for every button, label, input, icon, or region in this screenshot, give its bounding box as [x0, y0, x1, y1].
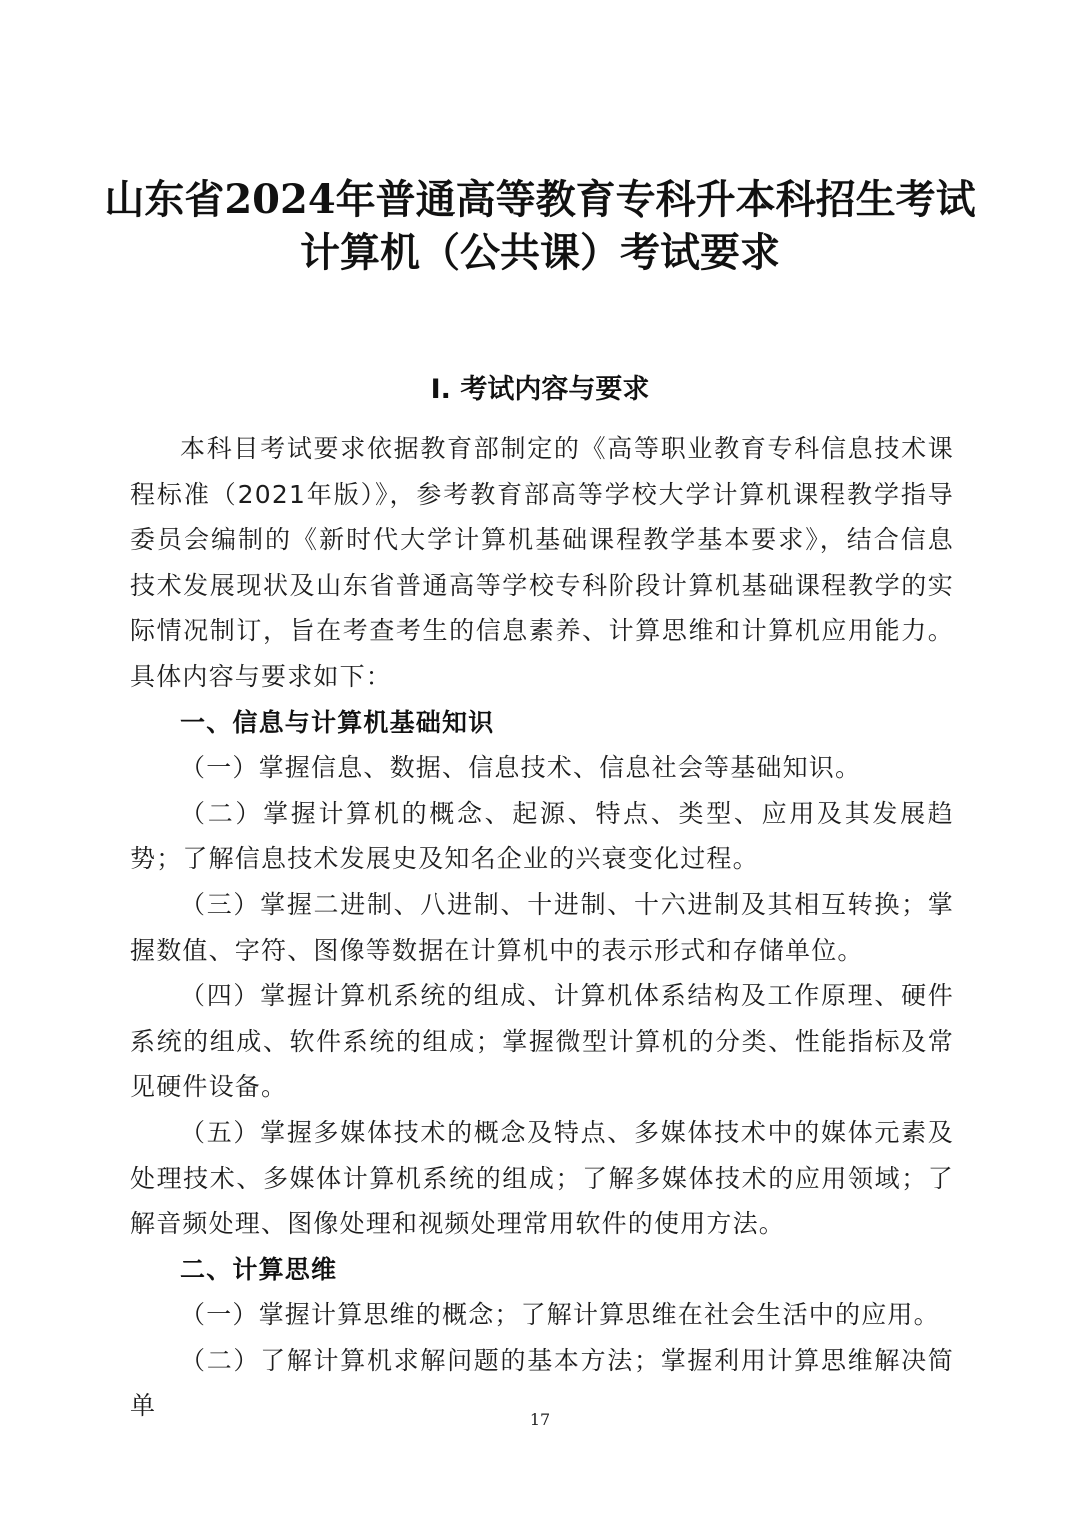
document-body: [130, 426, 954, 1429]
intro-paragraph: 本科目考试要求依据教育部制定的《高等职业教育专科信息技术课程标准（2021年版）》，参考教育部高等学校大学计算机课程教学指导委员会编制的《新时代大学计算机基础课程教学基本要求》，结合信息技术发展现状及山东省普通高等学校专科阶段计算机基础课程教学的实际情况制订，旨在考查考生的信息素养、计算思维和计算机应用能力。具体内容与要求如下：: [130, 434, 954, 691]
page-number: 17: [529, 1410, 551, 1429]
part-1-item-5: （五）掌握多媒体技术的概念及特点、多媒体技术中的媒体元素及处理技术、多媒体计算机系统的组成；了解多媒体技术的应用领域；了解音频处理、图像处理和视频处理常用软件的使用方法。: [130, 1117, 954, 1239]
part-1-item-4: （四）掌握计算机系统的组成、计算机体系结构及工作原理、硬件系统的组成、软件系统的组成；掌握微型计算机的分类、性能指标及常见硬件设备。: [130, 981, 954, 1102]
section-heading: Ⅰ. 考试内容与要求: [430, 374, 650, 405]
document-title-line-2: 计算机（公共课）考试要求: [300, 229, 780, 276]
part-2-heading: 二、计算思维: [180, 1254, 338, 1284]
document-title-line-1: 山东省2024年普通高等教育专科升本科招生考试: [104, 176, 976, 223]
part-1-heading: 一、信息与计算机基础知识: [180, 707, 495, 737]
part-1-item-3: （三）掌握二进制、八进制、十进制、十六进制及其相互转换；掌握数值、字符、图像等数据在计算机中的表示形式和存储单位。: [130, 889, 954, 965]
part-1-item-2: （二）掌握计算机的概念、起源、特点、类型、应用及其发展趋势；了解信息技术发展史及知名企业的兴衰变化过程。: [130, 798, 954, 874]
part-1-item-1: （一）掌握信息、数据、信息技术、信息社会等基础知识。: [180, 753, 862, 783]
part-2-item-2: （二）了解计算机求解问题的基本方法；掌握利用计算思维解决简单: [130, 1345, 954, 1421]
part-2-item-1: （一）掌握计算思维的概念；了解计算思维在社会生活中的应用。: [180, 1300, 940, 1330]
